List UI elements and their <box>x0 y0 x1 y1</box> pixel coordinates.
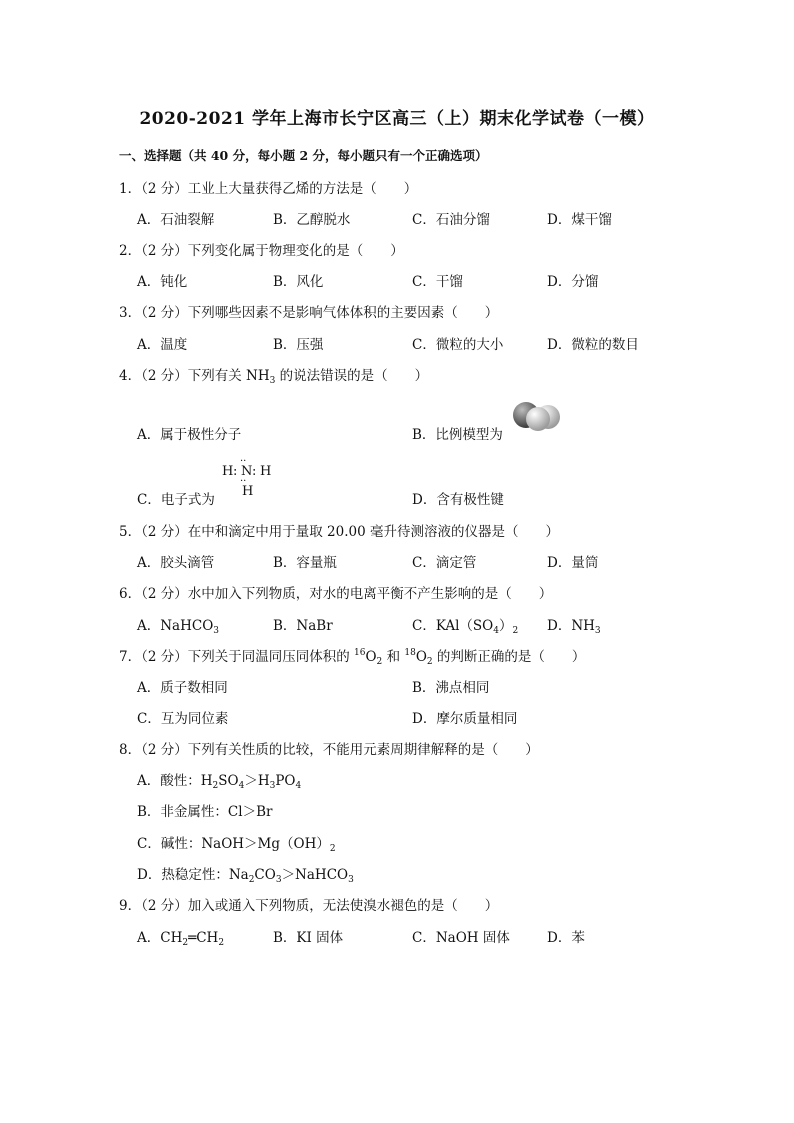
q1-option-b[interactable]: B．乙醇脱水 <box>273 212 351 228</box>
q8-option-d[interactable]: D．热稳定性：$Na_2CO_3>NaHCO_3$ <box>137 867 354 885</box>
question-3-stem: 3．（2 分）下列哪些因素不是影响气体体积的主要因素（ ） <box>119 305 499 321</box>
q2-option-b[interactable]: B．风化 <box>273 274 324 290</box>
q9-option-d[interactable]: D．苯 <box>547 930 585 946</box>
q7-option-a[interactable]: A．质子数相同 <box>137 680 228 696</box>
q6-option-d[interactable]: D．$NH_3$ <box>547 618 601 636</box>
q3-option-b[interactable]: B．压强 <box>273 337 324 353</box>
q2-option-a[interactable]: A．钝化 <box>137 274 188 290</box>
q6-option-b[interactable]: B．NaBr <box>273 618 333 634</box>
q5-option-d[interactable]: D．量筒 <box>547 555 599 571</box>
question-1-stem: 1．（2 分）工业上大量获得乙烯的方法是（ ） <box>119 181 418 197</box>
exam-title: 2020-2021 学年上海市长宁区高三（上）期末化学试卷（一模） <box>139 109 655 129</box>
q7-option-d[interactable]: D．摩尔质量相同 <box>412 711 518 727</box>
q9-option-b[interactable]: B．KI 固体 <box>273 930 344 946</box>
q3-option-d[interactable]: D．微粒的数目 <box>547 337 639 353</box>
q8-option-c[interactable]: C．碱性：$NaOH>Mg(OH)_2$ <box>137 836 336 854</box>
q1-option-c[interactable]: C．石油分馏 <box>412 212 490 228</box>
question-2-stem: 2．（2 分）下列变化属于物理变化的是（ ） <box>119 243 404 259</box>
q9-option-c[interactable]: C．NaOH 固体 <box>412 930 510 946</box>
question-5-stem: 5．（2 分）在中和滴定中用于量取 20.00 毫升待测溶液的仪器是（ ） <box>119 524 559 540</box>
nh3-electron-formula: ·· H : N : H ·· H <box>222 456 272 499</box>
question-4-stem: 4．（2 分）下列有关 $NH_3$ 的说法错误的是（ ） <box>119 368 429 386</box>
q7-option-b[interactable]: B．沸点相同 <box>412 680 490 696</box>
q5-option-c[interactable]: C．滴定管 <box>412 555 477 571</box>
q7-option-c[interactable]: C．互为同位素 <box>137 711 229 727</box>
q4-option-d[interactable]: D．含有极性键 <box>412 492 504 508</box>
q5-option-b[interactable]: B．容量瓶 <box>273 555 337 571</box>
q9-option-a[interactable]: A．$CH_2═CH_2$ <box>137 930 225 948</box>
nh3-space-filling-model <box>510 400 564 434</box>
question-6-stem: 6．（2 分）水中加入下列物质，对水的电离平衡不产生影响的是（ ） <box>119 586 553 602</box>
question-8-stem: 8．（2 分）下列有关性质的比较，不能用元素周期律解释的是（ ） <box>119 742 539 758</box>
q8-option-b[interactable]: B．非金属性：Cl＞Br <box>137 804 273 820</box>
q2-option-d[interactable]: D．分馏 <box>547 274 599 290</box>
q1-option-d[interactable]: D．煤干馏 <box>547 212 612 228</box>
q1-option-a[interactable]: A．石油裂解 <box>137 212 215 228</box>
q3-option-c[interactable]: C．微粒的大小 <box>412 337 504 353</box>
q4-option-c[interactable]: C．电子式为 <box>137 492 215 508</box>
q8-option-a[interactable]: A．酸性：$H_2SO_4>H_3PO_4$ <box>137 773 302 791</box>
q2-option-c[interactable]: C．干馏 <box>412 274 463 290</box>
q4-option-b[interactable]: B．比例模型为 <box>412 427 503 443</box>
q3-option-a[interactable]: A．温度 <box>137 337 188 353</box>
question-7-stem: 7．（2 分）下列关于同温同压同体积的 $^{16}O_2$ 和 $^{18}O_2$ 的判断正确的是（ ） <box>119 648 586 667</box>
q5-option-a[interactable]: A．胶头滴管 <box>137 555 215 571</box>
q4-option-a[interactable]: A．属于极性分子 <box>137 427 242 443</box>
q6-option-a[interactable]: A．NaHCO$_3$ <box>137 618 220 636</box>
question-9-stem: 9．（2 分）加入或通入下列物质，无法使溴水褪色的是（ ） <box>119 898 499 914</box>
section-heading: 一、选择题（共 40 分，每小题 2 分，每小题只有一个正确选项） <box>119 148 488 163</box>
q6-option-c[interactable]: C．$KAl(SO_4)_2$ <box>412 618 519 636</box>
